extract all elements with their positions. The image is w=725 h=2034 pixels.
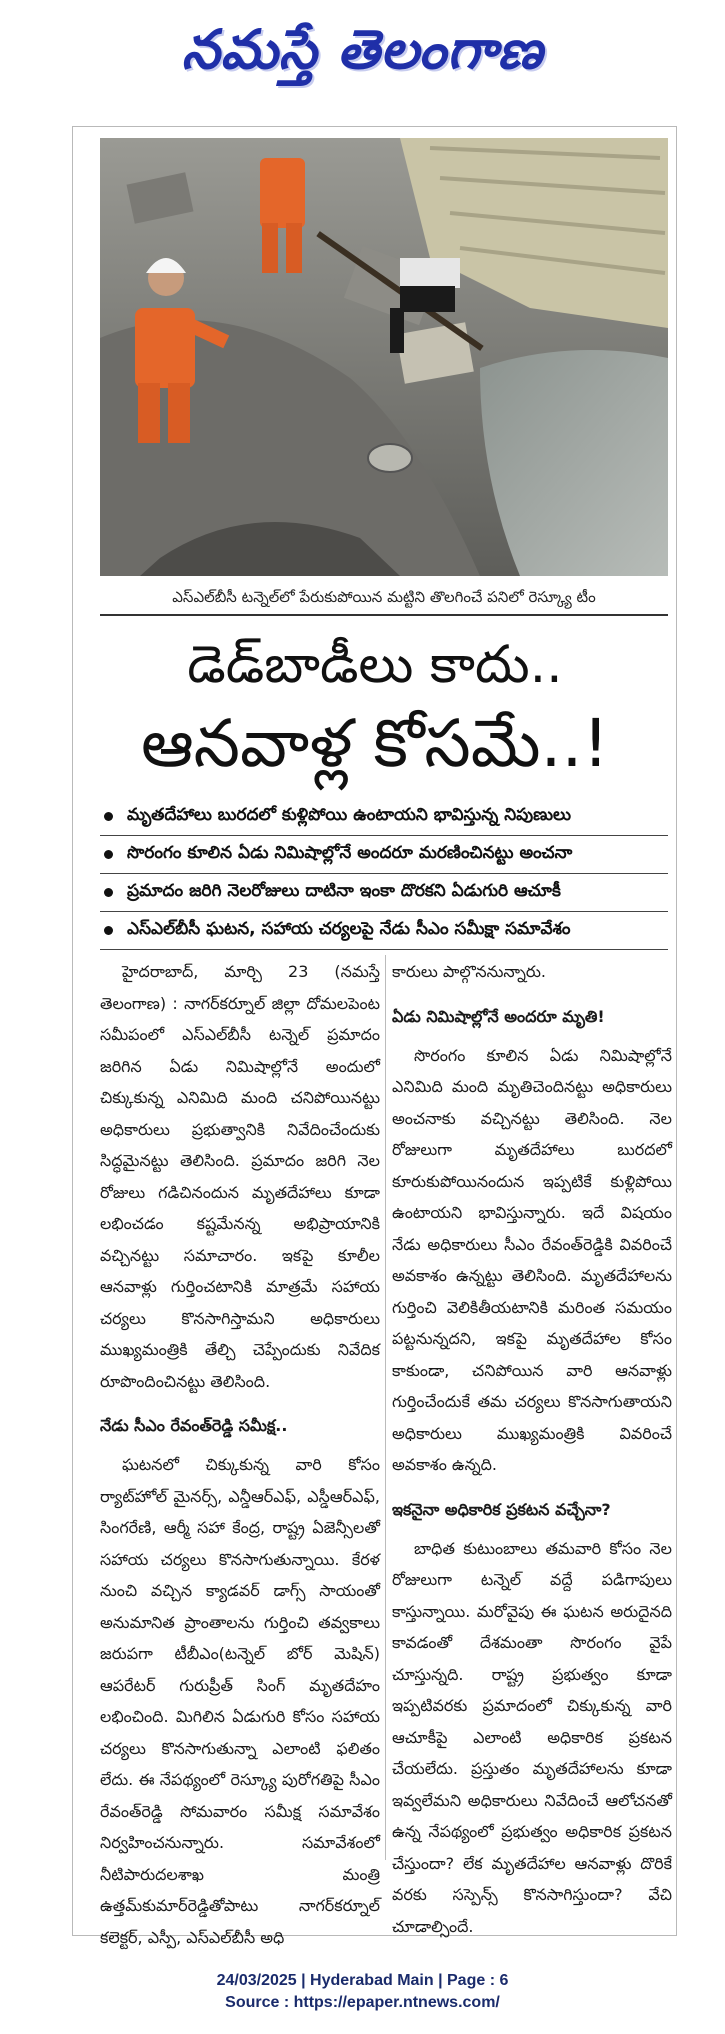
bullet-item <box>100 836 668 874</box>
bullet-dot-icon <box>104 850 113 859</box>
bullet-dot-icon <box>104 888 113 897</box>
highlight-bullets <box>100 798 668 950</box>
article-column-right <box>392 956 672 1936</box>
bullet-text: ప్రమాదం జరిగి నెలరోజులు దాటినా ఇంకా దొరకని ఏడుగురి ఆచూకీ <box>127 880 561 901</box>
bullet-dot-icon <box>104 812 113 821</box>
column-divider <box>385 955 386 1860</box>
subheading: నేడు సీఎం రేవంత్‌రెడ్డి సమీక్ష.. <box>100 1416 288 1435</box>
rescue-photo-illustration <box>100 138 668 576</box>
footer-source: Source : https://epaper.ntnews.com/ <box>225 1994 500 2011</box>
bullet-text: మృతదేహాలు బురదలో కుళ్లిపోయి ఉంటాయని భావిస్తున్న నిపుణులు <box>127 804 571 825</box>
bullet-text: సొరంగం కూలిన ఏడు నిమిషాల్లోనే అందరూ మరణించినట్టు అంచనా <box>127 842 573 863</box>
rescue-photo <box>100 138 668 576</box>
photo-caption: ఎస్‌ఎల్‌బీసీ టన్నెల్‌లో పేరుకుపోయిన మట్టిని తొలగించే పనిలో రెస్క్యూ టీం <box>100 580 668 616</box>
masthead-logo: నమస్తే తెలంగాణ <box>181 18 544 81</box>
subheading: ఇకనైనా అధికారిక ప్రకటన వచ్చేనా? <box>392 1499 611 1519</box>
bullet-text: ఎస్‌ఎల్‌బీసీ ఘటన, సహాయ చర్యలపై నేడు సీఎం సమీక్షా సమావేశం <box>127 918 571 939</box>
headline-line-1: డెడ్‌బాడీలు కాదు.. <box>187 635 563 695</box>
article-paragraph: సొరంగం కూలిన ఏడు నిమిషాల్లోనే ఎనిమిది మంది మృతిచెందినట్టు అధికారులు అంచనాకు వచ్చినట్టు తెలిసింది. నెల రోజులుగా మృతదేహాలు బురదలో కూరుకుపోయినందున ఇప్పటికే కుళ్లిపోయి ఉంటాయని భావిస్తున్నారు. ఇదే విషయం నేడు అధికారులు సీఎం రేవంత్‌రెడ్డికి వివరించే అవకాశం ఉన్నట్టు తెలిసింది. మృతదేహాలను గుర్తించి వెలికితీయటానికి మరింత సమయం పట్టనున్నదని, ఇకపై మృతదేహాల కోసం కాకుండా, చనిపోయిన వారి ఆనవాళ్లు గుర్తించేందుకే తమ చర్యలు కొనసాగుతాయని అధికారులు ముఖ్యమంత్రికి వివరించే అవకాశం ఉన్నది. <box>392 1045 672 1474</box>
headline-line-2: ఆనవాళ్ల కోసమే..! <box>141 705 609 782</box>
article-paragraph: ఘటనలో చిక్కుకున్న వారి కోసం ర్యాట్‌హోల్ మైనర్స్, ఎన్డీఆర్‌ఎఫ్, ఎస్డీఆర్‌ఎఫ్, సింగరేణి, ఆర్మీ సహా కేంద్ర, రాష్ట్ర ఏజెన్సీలతో సహాయ చర్యలు కొనసాగుతున్నాయి. కేరళ నుంచి వచ్చిన క్యాడవర్ డాగ్స్ సాయంతో అనుమానిత ప్రాంతాలను గుర్తించి తవ్వకాలు జరుపగా టీబీఎం(టన్నెల్ బోర్ మెషిన్) ఆపరేటర్ గురుప్రీత్ సింగ్ మృతదేహం లభించింది. మిగిలిన ఏడుగురి కోసం సహాయ చర్యలు కొనసాగుతున్నా ఎలాంటి ఫలితం లేదు. ఈ నేపథ్యంలో రెస్క్యూ పురోగతిపై సీఎం రేవంత్‌రెడ్డి సోమవారం సమీక్ష సమావేశం నిర్వహించనున్నారు. సమావేశంలో నీటిపారుదలశాఖ మంత్రి ఉత్తమ్‌కుమార్‌రెడ్డితోపాటు నాగర్‌కర్నూల్ కలెక్టర్, ఎస్పీ, ఎస్‌ఎల్‌బీసీ అధి <box>100 1455 380 1947</box>
bullet-item <box>100 798 668 836</box>
bullet-item <box>100 874 668 912</box>
article-paragraph: కారులు పాల్గొననున్నారు. <box>392 962 547 981</box>
article-paragraph: హైదరాబాద్, మార్చి 23 (నమస్తే తెలంగాణ) : నాగర్‌కర్నూల్ జిల్లా దోమలపెంట సమీపంలో ఎస్‌ఎల్‌బీసీ టన్నెల్ ప్రమాదం జరిగిన ఏడు నిమిషాల్లోనే అందులో చిక్కుకున్న ఎనిమిది మంది చనిపోయినట్టు అధికారులు ప్రభుత్వానికి నివేదించేందుకు సిద్ధమైనట్టు తెలిసింది. ప్రమాదం జరిగి నెల రోజులు గడిచినందున మృతదేహాలు కూడా లభించడం కష్టమేనన్న అభిప్రాయానికి వచ్చినట్టు సమాచారం. ఇకపై కూలీల ఆనవాళ్లు గుర్తించటానికి మాత్రమే సహాయ చర్యలు కొనసాగిస్తామని అధికారులు ముఖ్యమంత్రికి తేల్చి చెప్పేందుకు నివేదిక రూపొందించినట్టు తెలిసింది. <box>100 962 380 1391</box>
footer-date-edition: 24/03/2025 | Hyderabad Main | Page : 6 <box>216 1972 509 1989</box>
article-paragraph: బాధిత కుటుంబాలు తమవారి కోసం నెల రోజులుగా టన్నెల్ వద్దే పడిగాపులు కాస్తున్నాయి. మరోవైపు ఈ ఘటన అరుదైనది కావడంతో దేశమంతా సొరంగం వైపే చూస్తున్నది. రాష్ట్ర ప్రభుత్వం కూడా ఇప్పటివరకు ప్రమాదంలో చిక్కుకున్న వారి ఆచూకీపై ఎలాంటి అధికారిక ప్రకటన చేయలేదు. ప్రస్తుతం మృతదేహాలను కూడా ఇవ్వలేమని అధికారులు నివేదించే ఆలోచనతో ఉన్న నేపథ్యంలో ప్రభుత్వం అధికారిక ప్రకటన చేస్తుందా? లేక మృతదేహాల ఆనవాళ్లు దొరికే వరకు సస్పెన్స్ కొనసాగిస్తుందా? వేచి చూడాల్సిందే. <box>392 1538 672 1936</box>
subheading: ఏడు నిమిషాల్లోనే అందరూ మృతి! <box>392 1006 605 1026</box>
bullet-dot-icon <box>104 926 113 935</box>
bullet-item <box>100 912 668 950</box>
article-column-left <box>100 956 380 1947</box>
